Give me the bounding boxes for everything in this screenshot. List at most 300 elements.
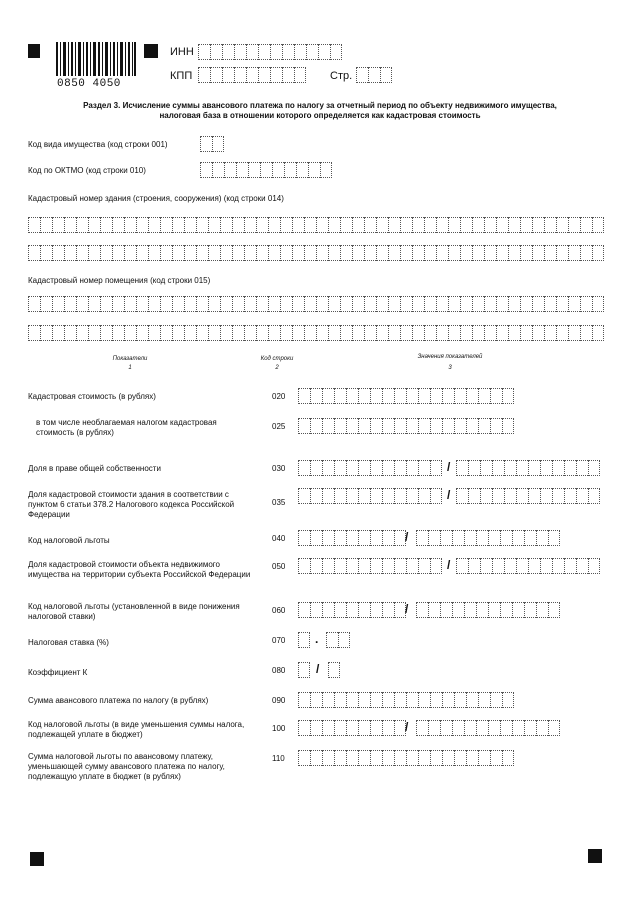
input-cell[interactable] bbox=[442, 418, 454, 434]
input-cell[interactable] bbox=[436, 296, 448, 312]
input-cell[interactable] bbox=[532, 325, 544, 341]
input-cell[interactable] bbox=[364, 325, 376, 341]
building-cadastral-field-row2[interactable] bbox=[28, 245, 604, 261]
input-cell[interactable] bbox=[382, 692, 394, 708]
input-cell[interactable] bbox=[400, 217, 412, 233]
input-cell[interactable] bbox=[508, 325, 520, 341]
input-cell[interactable] bbox=[430, 460, 442, 476]
input-cell[interactable] bbox=[224, 162, 236, 178]
input-cell[interactable] bbox=[220, 217, 232, 233]
input-cell[interactable] bbox=[448, 296, 460, 312]
input-cell[interactable] bbox=[358, 720, 370, 736]
input-cell[interactable] bbox=[516, 488, 528, 504]
input-cell[interactable] bbox=[430, 388, 442, 404]
input-cell[interactable] bbox=[520, 325, 532, 341]
input-cell[interactable] bbox=[334, 558, 346, 574]
input-cell[interactable] bbox=[196, 296, 208, 312]
input-cell[interactable] bbox=[298, 692, 310, 708]
input-cell[interactable] bbox=[28, 296, 40, 312]
input-cell[interactable] bbox=[292, 245, 304, 261]
input-cell[interactable] bbox=[28, 325, 40, 341]
input-cell[interactable] bbox=[500, 602, 512, 618]
input-cell[interactable] bbox=[76, 245, 88, 261]
input-cell[interactable] bbox=[442, 388, 454, 404]
input-cell[interactable] bbox=[580, 296, 592, 312]
row-050-numerator[interactable] bbox=[298, 558, 442, 574]
input-cell[interactable] bbox=[388, 245, 400, 261]
input-cell[interactable] bbox=[280, 296, 292, 312]
input-cell[interactable] bbox=[548, 602, 560, 618]
input-cell[interactable] bbox=[310, 388, 322, 404]
input-cell[interactable] bbox=[298, 720, 310, 736]
oktmo-field[interactable] bbox=[200, 162, 332, 178]
input-cell[interactable] bbox=[318, 44, 330, 60]
input-cell[interactable] bbox=[564, 558, 576, 574]
input-cell[interactable] bbox=[592, 325, 604, 341]
input-cell[interactable] bbox=[382, 720, 394, 736]
input-cell[interactable] bbox=[232, 245, 244, 261]
input-cell[interactable] bbox=[304, 217, 316, 233]
input-cell[interactable] bbox=[382, 558, 394, 574]
input-cell[interactable] bbox=[528, 460, 540, 476]
input-cell[interactable] bbox=[358, 460, 370, 476]
input-cell[interactable] bbox=[124, 325, 136, 341]
input-cell[interactable] bbox=[40, 217, 52, 233]
input-cell[interactable] bbox=[124, 245, 136, 261]
input-cell[interactable] bbox=[460, 296, 472, 312]
input-cell[interactable] bbox=[148, 217, 160, 233]
input-cell[interactable] bbox=[282, 44, 294, 60]
input-cell[interactable] bbox=[376, 296, 388, 312]
input-cell[interactable] bbox=[576, 488, 588, 504]
input-cell[interactable] bbox=[200, 162, 212, 178]
input-cell[interactable] bbox=[310, 460, 322, 476]
input-cell[interactable] bbox=[430, 750, 442, 766]
input-cell[interactable] bbox=[500, 720, 512, 736]
input-cell[interactable] bbox=[320, 162, 332, 178]
input-cell[interactable] bbox=[464, 530, 476, 546]
input-cell[interactable] bbox=[340, 217, 352, 233]
input-cell[interactable] bbox=[428, 530, 440, 546]
input-cell[interactable] bbox=[552, 558, 564, 574]
input-cell[interactable] bbox=[502, 750, 514, 766]
input-cell[interactable] bbox=[480, 488, 492, 504]
input-cell[interactable] bbox=[568, 296, 580, 312]
input-cell[interactable] bbox=[100, 217, 112, 233]
input-cell[interactable] bbox=[436, 245, 448, 261]
input-cell[interactable] bbox=[172, 217, 184, 233]
input-cell[interactable] bbox=[416, 530, 428, 546]
input-cell[interactable] bbox=[364, 296, 376, 312]
input-cell[interactable] bbox=[322, 418, 334, 434]
input-cell[interactable] bbox=[368, 67, 380, 83]
input-cell[interactable] bbox=[64, 296, 76, 312]
input-cell[interactable] bbox=[452, 720, 464, 736]
input-cell[interactable] bbox=[452, 602, 464, 618]
input-cell[interactable] bbox=[358, 418, 370, 434]
input-cell[interactable] bbox=[184, 325, 196, 341]
input-cell[interactable] bbox=[358, 750, 370, 766]
input-cell[interactable] bbox=[442, 750, 454, 766]
input-cell[interactable] bbox=[382, 388, 394, 404]
input-cell[interactable] bbox=[520, 296, 532, 312]
input-cell[interactable] bbox=[504, 460, 516, 476]
input-cell[interactable] bbox=[436, 325, 448, 341]
input-cell[interactable] bbox=[592, 245, 604, 261]
input-cell[interactable] bbox=[258, 67, 270, 83]
input-cell[interactable] bbox=[232, 217, 244, 233]
input-cell[interactable] bbox=[454, 692, 466, 708]
input-cell[interactable] bbox=[244, 296, 256, 312]
property-kind-field[interactable] bbox=[200, 136, 224, 152]
input-cell[interactable] bbox=[516, 460, 528, 476]
input-cell[interactable] bbox=[412, 296, 424, 312]
input-cell[interactable] bbox=[472, 245, 484, 261]
input-cell[interactable] bbox=[548, 530, 560, 546]
row-080-numerator[interactable] bbox=[298, 662, 310, 678]
input-cell[interactable] bbox=[268, 245, 280, 261]
input-cell[interactable] bbox=[160, 325, 172, 341]
input-cell[interactable] bbox=[472, 296, 484, 312]
input-cell[interactable] bbox=[460, 325, 472, 341]
input-cell[interactable] bbox=[40, 325, 52, 341]
input-cell[interactable] bbox=[540, 460, 552, 476]
input-cell[interactable] bbox=[532, 296, 544, 312]
input-cell[interactable] bbox=[334, 530, 346, 546]
input-cell[interactable] bbox=[346, 720, 358, 736]
input-cell[interactable] bbox=[234, 44, 246, 60]
input-cell[interactable] bbox=[270, 67, 282, 83]
input-cell[interactable] bbox=[388, 325, 400, 341]
input-cell[interactable] bbox=[198, 67, 210, 83]
input-cell[interactable] bbox=[520, 217, 532, 233]
input-cell[interactable] bbox=[580, 217, 592, 233]
input-cell[interactable] bbox=[394, 558, 406, 574]
input-cell[interactable] bbox=[460, 217, 472, 233]
input-cell[interactable] bbox=[310, 558, 322, 574]
input-cell[interactable] bbox=[556, 296, 568, 312]
input-cell[interactable] bbox=[210, 67, 222, 83]
input-cell[interactable] bbox=[304, 325, 316, 341]
input-cell[interactable] bbox=[268, 325, 280, 341]
input-cell[interactable] bbox=[488, 602, 500, 618]
input-cell[interactable] bbox=[382, 460, 394, 476]
input-cell[interactable] bbox=[508, 217, 520, 233]
input-cell[interactable] bbox=[440, 720, 452, 736]
input-cell[interactable] bbox=[200, 136, 212, 152]
input-cell[interactable] bbox=[358, 488, 370, 504]
input-cell[interactable] bbox=[516, 558, 528, 574]
input-cell[interactable] bbox=[234, 67, 246, 83]
inn-field[interactable] bbox=[198, 44, 342, 60]
input-cell[interactable] bbox=[504, 558, 516, 574]
input-cell[interactable] bbox=[322, 602, 334, 618]
input-cell[interactable] bbox=[412, 245, 424, 261]
input-cell[interactable] bbox=[52, 325, 64, 341]
input-cell[interactable] bbox=[358, 530, 370, 546]
input-cell[interactable] bbox=[124, 296, 136, 312]
input-cell[interactable] bbox=[552, 488, 564, 504]
input-cell[interactable] bbox=[334, 720, 346, 736]
input-cell[interactable] bbox=[334, 750, 346, 766]
input-cell[interactable] bbox=[512, 720, 524, 736]
input-cell[interactable] bbox=[298, 460, 310, 476]
input-cell[interactable] bbox=[172, 325, 184, 341]
input-cell[interactable] bbox=[334, 460, 346, 476]
input-cell[interactable] bbox=[334, 602, 346, 618]
input-cell[interactable] bbox=[592, 217, 604, 233]
input-cell[interactable] bbox=[502, 692, 514, 708]
input-cell[interactable] bbox=[496, 245, 508, 261]
input-cell[interactable] bbox=[64, 217, 76, 233]
input-cell[interactable] bbox=[322, 692, 334, 708]
input-cell[interactable] bbox=[370, 460, 382, 476]
input-cell[interactable] bbox=[256, 325, 268, 341]
input-cell[interactable] bbox=[568, 245, 580, 261]
input-cell[interactable] bbox=[382, 602, 394, 618]
input-cell[interactable] bbox=[52, 296, 64, 312]
row-020-field[interactable] bbox=[298, 388, 514, 404]
input-cell[interactable] bbox=[478, 750, 490, 766]
input-cell[interactable] bbox=[172, 296, 184, 312]
page-field[interactable] bbox=[356, 67, 392, 83]
input-cell[interactable] bbox=[310, 692, 322, 708]
input-cell[interactable] bbox=[548, 720, 560, 736]
input-cell[interactable] bbox=[400, 325, 412, 341]
input-cell[interactable] bbox=[220, 325, 232, 341]
input-cell[interactable] bbox=[328, 245, 340, 261]
input-cell[interactable] bbox=[292, 296, 304, 312]
input-cell[interactable] bbox=[488, 530, 500, 546]
input-cell[interactable] bbox=[394, 750, 406, 766]
input-cell[interactable] bbox=[210, 44, 222, 60]
input-cell[interactable] bbox=[370, 488, 382, 504]
input-cell[interactable] bbox=[310, 750, 322, 766]
input-cell[interactable] bbox=[292, 217, 304, 233]
input-cell[interactable] bbox=[232, 325, 244, 341]
input-cell[interactable] bbox=[364, 245, 376, 261]
input-cell[interactable] bbox=[294, 44, 306, 60]
input-cell[interactable] bbox=[352, 245, 364, 261]
input-cell[interactable] bbox=[256, 296, 268, 312]
input-cell[interactable] bbox=[124, 217, 136, 233]
input-cell[interactable] bbox=[448, 245, 460, 261]
input-cell[interactable] bbox=[478, 418, 490, 434]
input-cell[interactable] bbox=[532, 245, 544, 261]
input-cell[interactable] bbox=[184, 245, 196, 261]
input-cell[interactable] bbox=[520, 245, 532, 261]
input-cell[interactable] bbox=[456, 460, 468, 476]
input-cell[interactable] bbox=[500, 530, 512, 546]
input-cell[interactable] bbox=[88, 325, 100, 341]
input-cell[interactable] bbox=[28, 217, 40, 233]
input-cell[interactable] bbox=[358, 558, 370, 574]
input-cell[interactable] bbox=[308, 162, 320, 178]
input-cell[interactable] bbox=[376, 325, 388, 341]
input-cell[interactable] bbox=[502, 388, 514, 404]
input-cell[interactable] bbox=[544, 325, 556, 341]
input-cell[interactable] bbox=[334, 692, 346, 708]
input-cell[interactable] bbox=[370, 530, 382, 546]
input-cell[interactable] bbox=[298, 530, 310, 546]
input-cell[interactable] bbox=[358, 388, 370, 404]
input-cell[interactable] bbox=[552, 460, 564, 476]
input-cell[interactable] bbox=[352, 296, 364, 312]
input-cell[interactable] bbox=[284, 162, 296, 178]
input-cell[interactable] bbox=[588, 558, 600, 574]
input-cell[interactable] bbox=[28, 245, 40, 261]
input-cell[interactable] bbox=[466, 418, 478, 434]
input-cell[interactable] bbox=[304, 296, 316, 312]
input-cell[interactable] bbox=[440, 530, 452, 546]
input-cell[interactable] bbox=[418, 418, 430, 434]
input-cell[interactable] bbox=[346, 750, 358, 766]
input-cell[interactable] bbox=[588, 488, 600, 504]
input-cell[interactable] bbox=[282, 67, 294, 83]
input-cell[interactable] bbox=[454, 388, 466, 404]
input-cell[interactable] bbox=[244, 245, 256, 261]
input-cell[interactable] bbox=[416, 602, 428, 618]
input-cell[interactable] bbox=[440, 602, 452, 618]
input-cell[interactable] bbox=[580, 245, 592, 261]
input-cell[interactable] bbox=[484, 217, 496, 233]
input-cell[interactable] bbox=[448, 325, 460, 341]
input-cell[interactable] bbox=[346, 602, 358, 618]
input-cell[interactable] bbox=[370, 418, 382, 434]
input-cell[interactable] bbox=[370, 720, 382, 736]
input-cell[interactable] bbox=[112, 296, 124, 312]
input-cell[interactable] bbox=[346, 488, 358, 504]
input-cell[interactable] bbox=[316, 325, 328, 341]
input-cell[interactable] bbox=[220, 245, 232, 261]
input-cell[interactable] bbox=[136, 296, 148, 312]
input-cell[interactable] bbox=[536, 720, 548, 736]
input-cell[interactable] bbox=[504, 488, 516, 504]
input-cell[interactable] bbox=[246, 44, 258, 60]
input-cell[interactable] bbox=[556, 325, 568, 341]
input-cell[interactable] bbox=[478, 692, 490, 708]
input-cell[interactable] bbox=[400, 245, 412, 261]
input-cell[interactable] bbox=[490, 388, 502, 404]
input-cell[interactable] bbox=[430, 418, 442, 434]
input-cell[interactable] bbox=[418, 488, 430, 504]
input-cell[interactable] bbox=[268, 217, 280, 233]
input-cell[interactable] bbox=[496, 217, 508, 233]
row-100-code-part1[interactable] bbox=[298, 720, 409, 736]
building-cadastral-field-row1[interactable] bbox=[28, 217, 604, 233]
input-cell[interactable] bbox=[424, 245, 436, 261]
input-cell[interactable] bbox=[316, 296, 328, 312]
input-cell[interactable] bbox=[340, 245, 352, 261]
input-cell[interactable] bbox=[76, 296, 88, 312]
input-cell[interactable] bbox=[112, 325, 124, 341]
input-cell[interactable] bbox=[352, 325, 364, 341]
input-cell[interactable] bbox=[492, 488, 504, 504]
row-035-denominator[interactable] bbox=[456, 488, 600, 504]
input-cell[interactable] bbox=[466, 750, 478, 766]
input-cell[interactable] bbox=[212, 162, 224, 178]
input-cell[interactable] bbox=[492, 558, 504, 574]
input-cell[interactable] bbox=[588, 460, 600, 476]
row-035-numerator[interactable] bbox=[298, 488, 442, 504]
input-cell[interactable] bbox=[464, 720, 476, 736]
input-cell[interactable] bbox=[356, 67, 368, 83]
input-cell[interactable] bbox=[464, 602, 476, 618]
input-cell[interactable] bbox=[222, 44, 234, 60]
input-cell[interactable] bbox=[376, 217, 388, 233]
input-cell[interactable] bbox=[544, 296, 556, 312]
input-cell[interactable] bbox=[298, 662, 310, 678]
input-cell[interactable] bbox=[100, 296, 112, 312]
input-cell[interactable] bbox=[430, 692, 442, 708]
row-070-frac-part[interactable] bbox=[326, 632, 350, 648]
input-cell[interactable] bbox=[484, 325, 496, 341]
input-cell[interactable] bbox=[346, 388, 358, 404]
input-cell[interactable] bbox=[280, 245, 292, 261]
input-cell[interactable] bbox=[418, 558, 430, 574]
input-cell[interactable] bbox=[406, 488, 418, 504]
input-cell[interactable] bbox=[310, 602, 322, 618]
input-cell[interactable] bbox=[484, 296, 496, 312]
input-cell[interactable] bbox=[382, 530, 394, 546]
input-cell[interactable] bbox=[580, 325, 592, 341]
input-cell[interactable] bbox=[260, 162, 272, 178]
input-cell[interactable] bbox=[568, 325, 580, 341]
input-cell[interactable] bbox=[298, 750, 310, 766]
input-cell[interactable] bbox=[476, 720, 488, 736]
row-060-code-part1[interactable] bbox=[298, 602, 409, 618]
input-cell[interactable] bbox=[576, 558, 588, 574]
input-cell[interactable] bbox=[298, 488, 310, 504]
input-cell[interactable] bbox=[52, 217, 64, 233]
input-cell[interactable] bbox=[326, 632, 338, 648]
input-cell[interactable] bbox=[136, 217, 148, 233]
input-cell[interactable] bbox=[222, 67, 234, 83]
input-cell[interactable] bbox=[136, 325, 148, 341]
input-cell[interactable] bbox=[476, 602, 488, 618]
input-cell[interactable] bbox=[370, 388, 382, 404]
input-cell[interactable] bbox=[380, 67, 392, 83]
input-cell[interactable] bbox=[364, 217, 376, 233]
input-cell[interactable] bbox=[196, 217, 208, 233]
input-cell[interactable] bbox=[256, 245, 268, 261]
room-cadastral-field-row2[interactable] bbox=[28, 325, 604, 341]
input-cell[interactable] bbox=[452, 530, 464, 546]
input-cell[interactable] bbox=[468, 488, 480, 504]
input-cell[interactable] bbox=[88, 245, 100, 261]
input-cell[interactable] bbox=[198, 44, 210, 60]
input-cell[interactable] bbox=[358, 602, 370, 618]
input-cell[interactable] bbox=[418, 388, 430, 404]
input-cell[interactable] bbox=[382, 750, 394, 766]
input-cell[interactable] bbox=[244, 217, 256, 233]
input-cell[interactable] bbox=[508, 296, 520, 312]
input-cell[interactable] bbox=[358, 692, 370, 708]
input-cell[interactable] bbox=[298, 632, 310, 648]
input-cell[interactable] bbox=[454, 750, 466, 766]
input-cell[interactable] bbox=[424, 217, 436, 233]
input-cell[interactable] bbox=[568, 217, 580, 233]
input-cell[interactable] bbox=[472, 325, 484, 341]
row-090-field[interactable] bbox=[298, 692, 514, 708]
input-cell[interactable] bbox=[370, 558, 382, 574]
input-cell[interactable] bbox=[160, 245, 172, 261]
input-cell[interactable] bbox=[528, 558, 540, 574]
input-cell[interactable] bbox=[298, 602, 310, 618]
input-cell[interactable] bbox=[196, 245, 208, 261]
input-cell[interactable] bbox=[376, 245, 388, 261]
input-cell[interactable] bbox=[406, 418, 418, 434]
